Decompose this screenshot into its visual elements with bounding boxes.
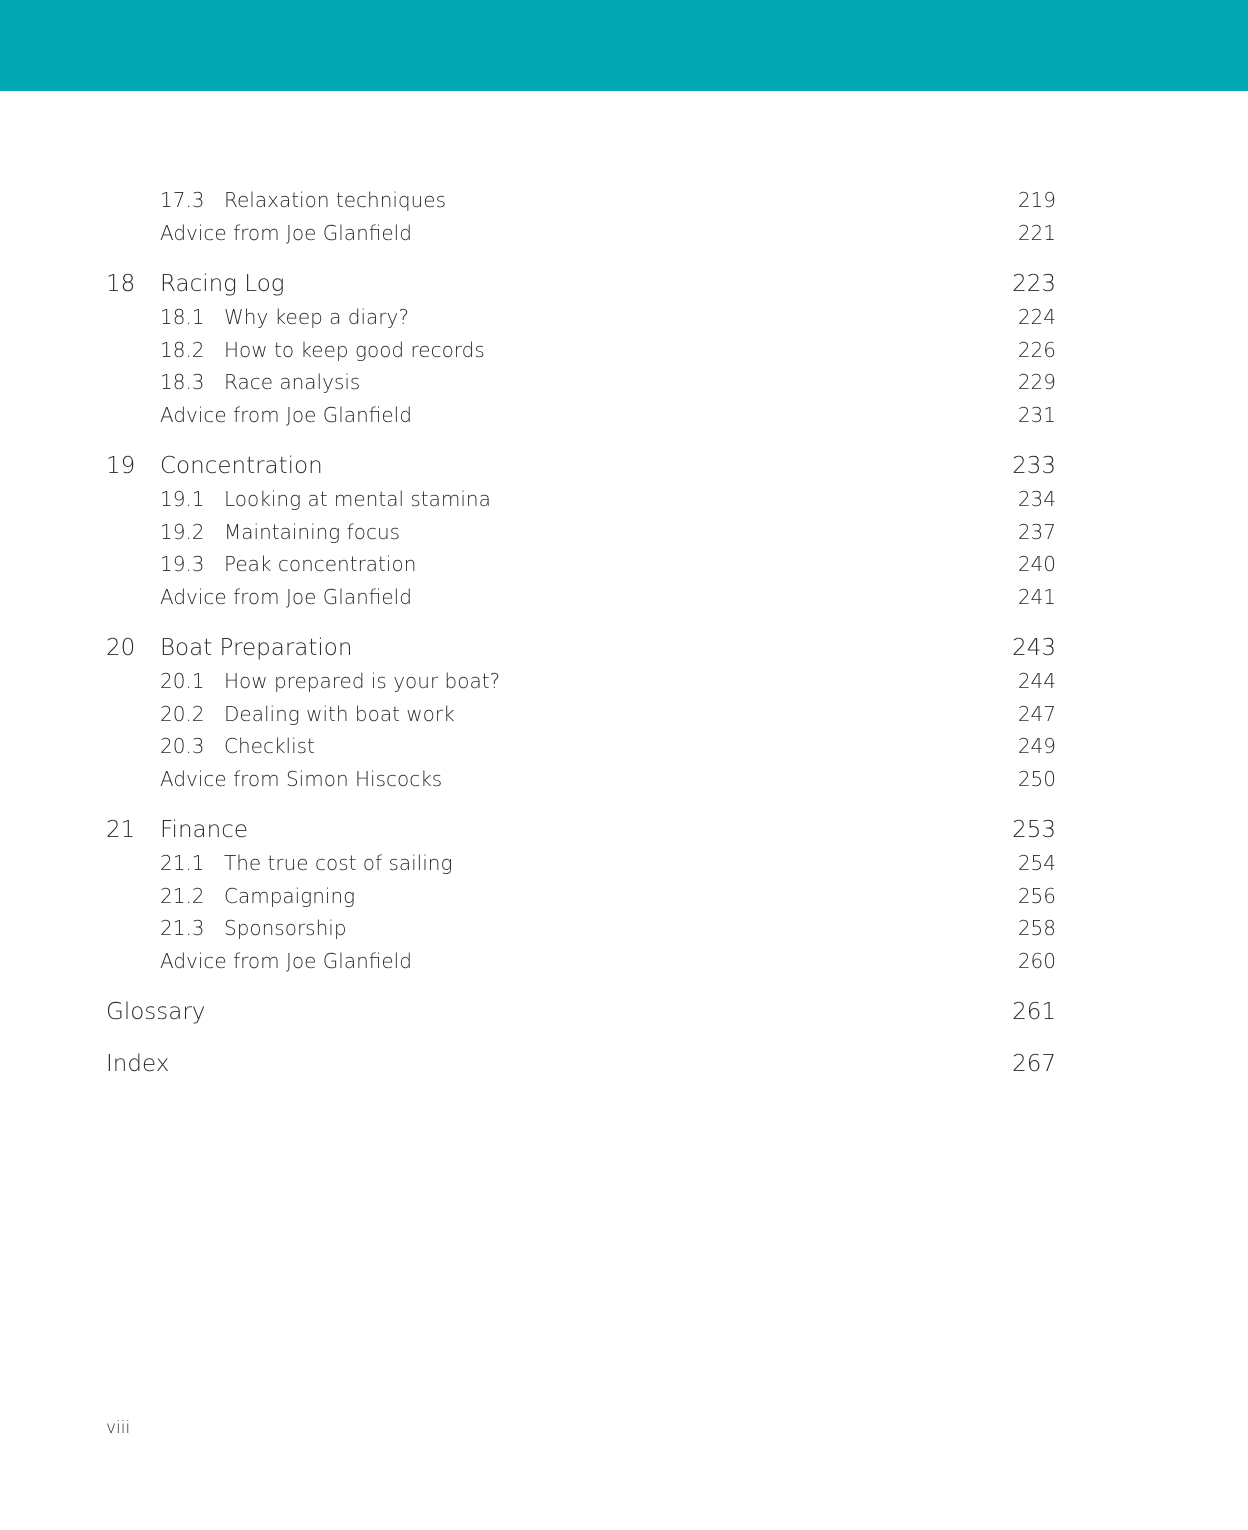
- section-number: 18.1: [160, 305, 205, 329]
- toc-chapter-21: [106, 813, 1056, 977]
- advice-title: Advice from Joe Glanfield: [160, 948, 412, 973]
- page-number: 250: [1017, 766, 1056, 791]
- page-number: 237: [1017, 519, 1056, 544]
- toc-section-row[interactable]: [106, 184, 1056, 217]
- section-number: 20.1: [160, 669, 205, 693]
- toc-chapter-18: [106, 267, 1056, 431]
- page-number: 224: [1017, 305, 1056, 329]
- section-title: Relaxation techniques: [224, 188, 447, 212]
- page-number: 261: [1012, 999, 1056, 1025]
- page-number: 243: [1012, 635, 1056, 661]
- advice-title: Advice from Joe Glanfield: [160, 220, 412, 245]
- section-number: 18.2: [160, 337, 205, 362]
- toc-section-row[interactable]: [106, 730, 1056, 763]
- toc-section-row[interactable]: [106, 334, 1056, 367]
- page-number: 258: [1017, 916, 1056, 940]
- page-number: 233: [1012, 453, 1056, 479]
- page-number: 247: [1017, 701, 1056, 726]
- section-number: 21.2: [160, 883, 205, 908]
- section-number: 21.1: [160, 851, 205, 875]
- toc-section-row[interactable]: [106, 847, 1056, 880]
- toc-chapter-row[interactable]: [106, 813, 1056, 847]
- chapter-number: 20: [106, 635, 136, 661]
- section-title: Why keep a diary?: [224, 305, 409, 329]
- page-number: 234: [1017, 487, 1056, 511]
- header-color-band: [0, 0, 1248, 91]
- chapter-title: Finance: [160, 817, 248, 843]
- page-number: 226: [1017, 337, 1056, 362]
- toc-chapter-row[interactable]: [106, 267, 1056, 301]
- section-number: 19.1: [160, 487, 205, 511]
- toc-section-row[interactable]: [106, 912, 1056, 945]
- toc-glossary-row[interactable]: [106, 995, 1056, 1029]
- chapter-number: 19: [106, 453, 136, 479]
- toc-index-row[interactable]: [106, 1047, 1056, 1081]
- section-title: Peak concentration: [224, 552, 417, 576]
- toc-chapter-20: [106, 631, 1056, 795]
- section-number: 21.3: [160, 916, 205, 940]
- toc-advice-row[interactable]: [106, 399, 1056, 432]
- page-number: 231: [1017, 402, 1056, 427]
- toc-advice-row[interactable]: [106, 945, 1056, 978]
- page-number: 229: [1017, 370, 1056, 394]
- toc-chapter-row[interactable]: [106, 631, 1056, 665]
- toc-section-row[interactable]: [106, 301, 1056, 334]
- glossary-title: Glossary: [106, 999, 206, 1025]
- section-number: 20.2: [160, 701, 205, 726]
- toc-section-row[interactable]: [106, 366, 1056, 399]
- toc-chapter-19: [106, 449, 1056, 613]
- page-number: 240: [1017, 552, 1056, 576]
- section-number: 18.3: [160, 370, 205, 394]
- section-number: 20.3: [160, 734, 205, 758]
- section-number: 17.3: [160, 188, 205, 212]
- toc-section-row[interactable]: [106, 698, 1056, 731]
- advice-title: Advice from Simon Hiscocks: [160, 766, 443, 791]
- page-number: 256: [1017, 883, 1056, 908]
- page-number: 249: [1017, 734, 1056, 758]
- section-title: Campaigning: [224, 883, 356, 908]
- advice-title: Advice from Joe Glanfield: [160, 402, 412, 427]
- section-title: Dealing with boat work: [224, 701, 455, 726]
- table-of-contents: [106, 184, 1056, 1099]
- section-title: The true cost of sailing: [224, 851, 453, 875]
- toc-advice-row[interactable]: [106, 763, 1056, 796]
- section-title: Checklist: [224, 734, 315, 758]
- chapter-number: 18: [106, 271, 136, 297]
- section-number: 19.2: [160, 519, 205, 544]
- section-title: Looking at mental stamina: [224, 487, 491, 511]
- section-title: Race analysis: [224, 370, 361, 394]
- index-title: Index: [106, 1051, 170, 1077]
- page-folio: viii: [106, 1418, 131, 1438]
- section-number: 19.3: [160, 552, 205, 576]
- page-number: 219: [1017, 188, 1056, 212]
- chapter-number: 21: [106, 817, 136, 843]
- toc-section-row[interactable]: [106, 483, 1056, 516]
- section-title: How prepared is your boat?: [224, 669, 501, 693]
- toc-chapter-17-continuation: [106, 184, 1056, 249]
- toc-section-row[interactable]: [106, 548, 1056, 581]
- toc-chapter-row[interactable]: [106, 449, 1056, 483]
- page-number: 254: [1017, 851, 1056, 875]
- page-number: 253: [1012, 817, 1056, 843]
- page-number: 221: [1017, 220, 1056, 245]
- page-number: 260: [1017, 948, 1056, 973]
- toc-advice-row[interactable]: [106, 581, 1056, 614]
- chapter-title: Racing Log: [160, 271, 285, 297]
- section-title: Maintaining focus: [224, 519, 401, 544]
- page-number: 223: [1012, 271, 1056, 297]
- toc-section-row[interactable]: [106, 880, 1056, 913]
- page-number: 267: [1012, 1051, 1056, 1077]
- page-number: 244: [1017, 669, 1056, 693]
- toc-section-row[interactable]: [106, 665, 1056, 698]
- chapter-title: Boat Preparation: [160, 635, 353, 661]
- section-title: Sponsorship: [224, 916, 347, 940]
- toc-advice-row[interactable]: [106, 217, 1056, 250]
- advice-title: Advice from Joe Glanfield: [160, 584, 412, 609]
- section-title: How to keep good records: [224, 337, 485, 362]
- chapter-title: Concentration: [160, 453, 323, 479]
- page-number: 241: [1017, 584, 1056, 609]
- toc-section-row[interactable]: [106, 516, 1056, 549]
